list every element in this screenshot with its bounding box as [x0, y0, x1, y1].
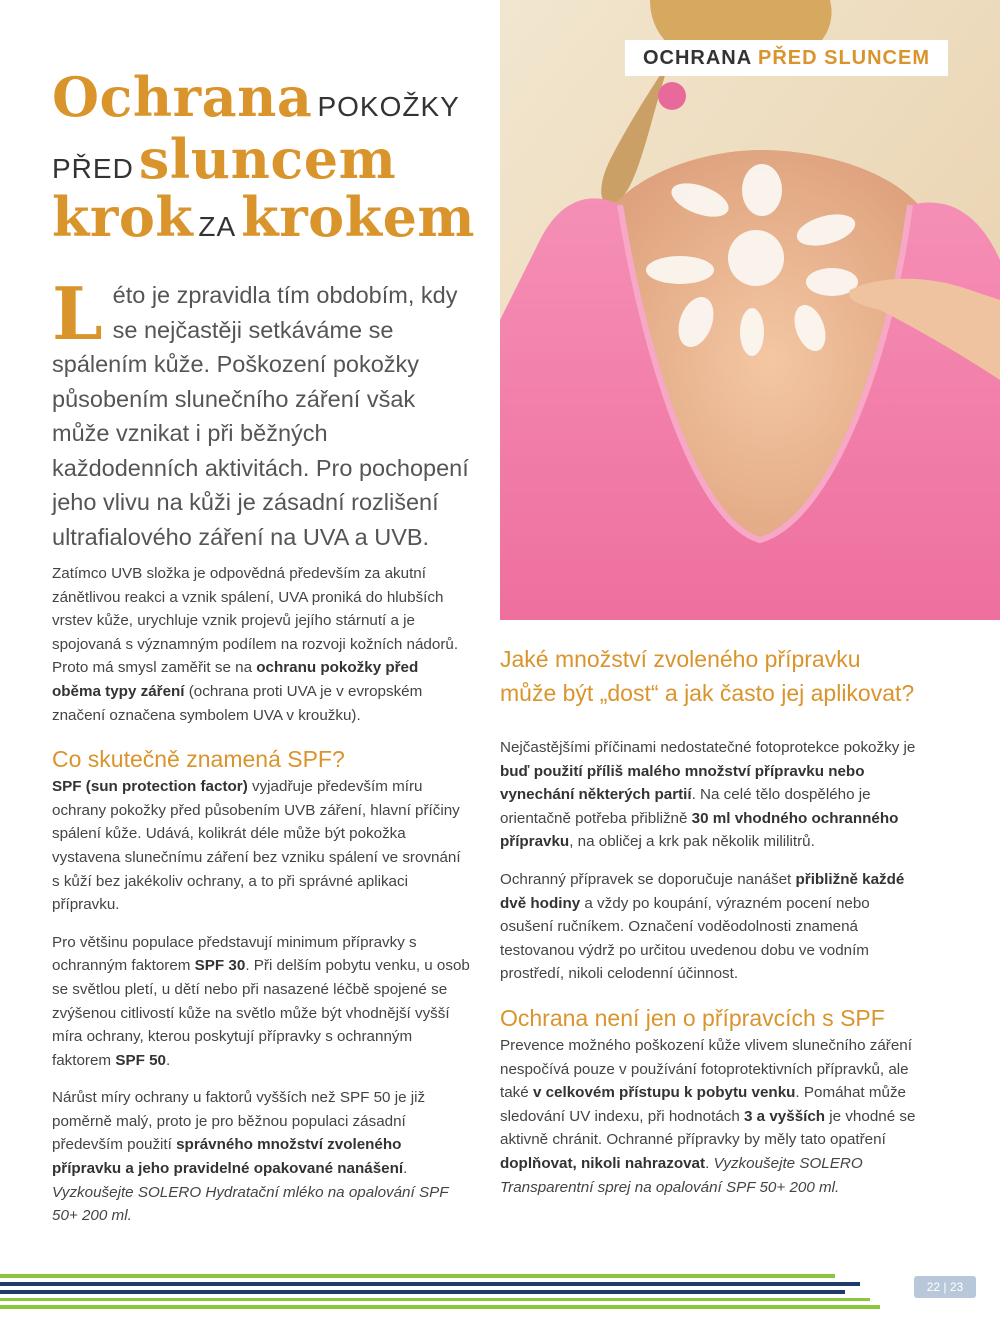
badge-part1: OCHRANA [642, 47, 752, 69]
text: Nárůst míry ochrany u faktorů vyšších než SPF 50 je již poměrně malý, proto je pro běžnou populaci zásadní především použití [52, 1089, 426, 1154]
left-column [52, 562, 470, 1242]
drop-cap: L [52, 271, 103, 356]
section-badge [625, 40, 948, 76]
paragraph [52, 562, 470, 727]
bold-text: SPF 50 [115, 1051, 166, 1069]
bold-text: SPF 30 [194, 957, 246, 975]
bold-text: SPF (sun protection factor) [52, 778, 248, 796]
bold-text: 3 a vyšších [744, 1107, 826, 1125]
text: Nejčastějšími příčinami nedostatečné fotoprotekce pokožky je [500, 739, 916, 756]
bold-text: správného množství zvoleného přípravku a jeho pravidelné opakované nanášení [52, 1136, 404, 1178]
title-word-4: sluncem [138, 127, 397, 191]
title-word-2: POKOŽKY [317, 91, 460, 122]
product-recommendation: Vyzkoušejte SOLERO Transparentní sprej na opalování SPF 50+ 200 ml. [500, 1154, 863, 1196]
text: . [705, 1154, 714, 1172]
heading-not-only-spf: Ochrana není jen o přípravcích s SPF [500, 1004, 885, 1031]
hero-photo [500, 0, 1000, 620]
text: . Při delším pobytu venku, u osob se světlou pletí, u dětí nebo při nasazené léčbě spojené se zvýšenou citlivostí kůže na světlo může být vhodnější vyšší míra ochrany, kterou poskytují přípravky s ochranným faktorem [52, 957, 470, 1069]
text: vyjadřuje především míru ochrany pokožky před působením UVB záření, hlavní příčiny spálení kůže. Udává, kolikrát déle může být pokožka vystavena slunečnímu záření bez vzniku spálení ve srovnání s kůží bez jakékoliv ochrany, a to při správné aplikaci přípravku. [52, 778, 461, 914]
bold-text: ochranu pokožky před oběma typy záření [52, 659, 419, 700]
title-word-6: ZA [198, 211, 237, 242]
page-number: 22 | 23 [914, 1276, 976, 1298]
heading-spf: Co skutečně znamená SPF? [52, 746, 345, 773]
text: Zatímco UVB složka je odpovědná především za akutní zánětlivou reakci a vznik spálení, UVA proniká do hlubších vrstev kůže, urychluje vznik projevů jejího stárnutí a je spojovaná s významným podílem na rozvoji kožních nádorů. Proto má smysl zaměřit se na [52, 565, 459, 677]
paragraph [500, 736, 920, 854]
title-word-5: krok [52, 185, 194, 249]
text: Pro většinu populace představují minimum přípravky s ochranným faktorem [52, 933, 417, 975]
text: je vhodné se aktivně chránit. Ochranné přípravky by měly tato opatření [500, 1107, 916, 1149]
bold-text: v celkovém přístupu k pobytu venku [532, 1084, 796, 1102]
sunscreen-sun-photo [500, 0, 1000, 620]
paragraph [52, 775, 470, 917]
title-word-7: krokem [241, 185, 476, 249]
title-word-3: PŘED [52, 153, 134, 184]
footer-stripes [0, 1270, 900, 1320]
product-recommendation: Vyzkoušejte SOLERO Hydratační mléko na opalování SPF 50+ 200 ml. [52, 1183, 449, 1225]
text: a vždy po koupání, výrazném pocení nebo osušení ručníkem. Označení voděodolnosti znamená testovanou výdrž po určitou uvedenou dobu ve vodním prostředí, nikoli celodenní účinnost. [500, 894, 870, 983]
page-title [52, 65, 492, 249]
bold-text: 30 ml vhodného ochranného přípravku [500, 809, 899, 851]
text: . Pomáhat může sledování UV indexu, při hodnotách [500, 1084, 907, 1125]
paragraph [52, 1086, 470, 1228]
lead-paragraph [52, 271, 472, 554]
text: Ochranný přípravek se doporučuje nanášet [500, 870, 796, 888]
title-word-1: Ochrana [52, 65, 313, 129]
bold-text: přibližně každé dvě hodiny [500, 870, 905, 912]
bold-text: doplňovat, nikoli nahrazovat [500, 1154, 706, 1172]
paragraph [500, 1034, 920, 1199]
right-column [500, 736, 920, 1213]
badge-part2: PŘED SLUNCEM [757, 47, 930, 69]
paragraph [500, 868, 920, 986]
paragraph [52, 931, 470, 1073]
text: . [165, 1051, 171, 1069]
lead-text: éto je zpravidla tím obdobím, kdy se nejčastěji setkáváme se spálením kůže. Poškození pokožky působením slunečního záření však může vznikat i při běžných každodenních aktivitách. Pro pochopení jeho vlivu na kůži je zásadní rozlišení ultrafialového záření na UVA a UVB. [52, 282, 469, 550]
heading-amount: Jaké množství zvoleného přípravku může být „dost“ a jak často jej aplikovat? [500, 646, 915, 706]
text: , na obličej a krk pak několik mililitrů. [569, 833, 815, 851]
bold-text: buď použití příliš malého množství přípravku nebo vynechání některých partií [500, 762, 865, 804]
text: Prevence možného poškození kůže vlivem slunečního záření nespočívá pouze v používání fotoprotektivních přípravků, ale také [500, 1036, 912, 1102]
text: . Na celé tělo dospělého je orientačně potřeba přibližně [500, 786, 871, 827]
text: . [403, 1160, 408, 1178]
text: (ochrana proti UVA je v evropském značení označena symbolem UVA v kroužku). [52, 682, 423, 724]
